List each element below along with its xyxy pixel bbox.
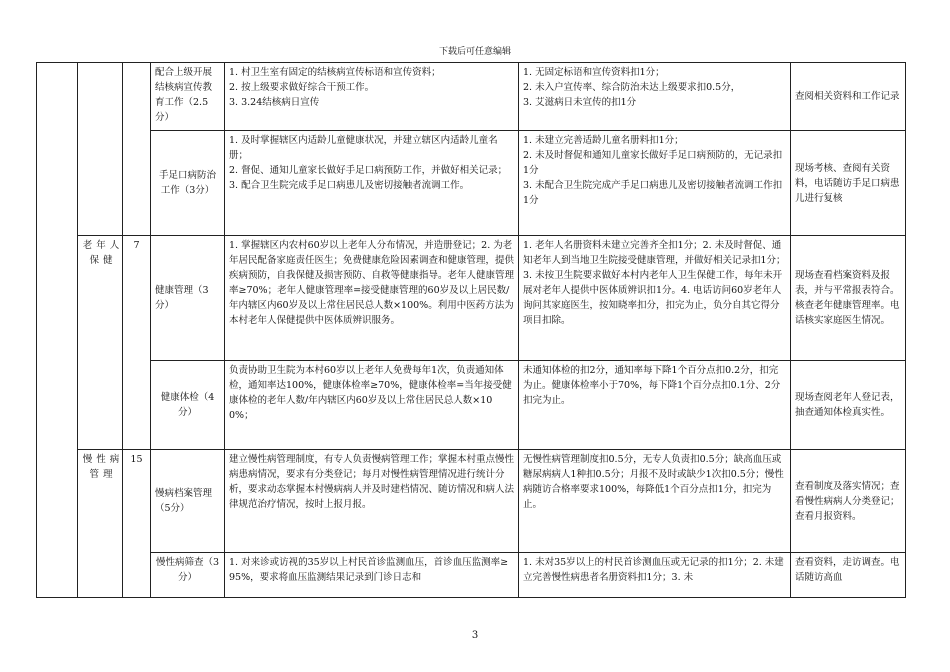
content-cell: 建立慢性病管理制度，有专人负责慢病管理工作；掌握本村重点慢性病患病情况，要求有分类登记；每月对慢性病管理情况进行统计分析，要求动态掌握本村慢病病人并及时建档情况、随访情况和病人法律规范治疗情况，按时上报月报。 xyxy=(225,450,519,553)
content-cell: 1. 对来诊或访视的35岁以上村民首诊监测血压，首诊血压监测率≥95%，要求将血压监测结果记录到门诊日志和 xyxy=(225,553,519,598)
table-row xyxy=(37,236,906,361)
category-label: 慢性病管理 xyxy=(82,454,124,480)
content-text: 1. 村卫生室有固定的结核病宣传标语和宣传资料； 2. 按上级要求做好综合干预工作。 3. 3.24结核病日宣传 xyxy=(229,67,441,108)
score-cell: 15 xyxy=(123,450,151,598)
method-cell: 现场查看档案资料及报表，并与平常报表符合。核查老年健康管理率。电话核实家庭医生情况。 xyxy=(791,236,906,361)
item-cell: 手足口病防治工作（3分） xyxy=(151,131,225,236)
content-cell: 1. 掌握辖区内农村60岁以上老年人分布情况，并造册登记；2. 为老年居民配备家庭责任医生；免费健康危险因素调查和健康管理，提供疾病预防，自我保健及损害预防、自救等健康指导。老年人健康管理率≥70%；老年人健康管理率=接受健康管理的60岁及以上居民数/年内辖区内60岁及以上常住居民总人数×100%。利用中医药方法为本村老年人保健提供中医体质辨识服务。 xyxy=(225,236,519,361)
deduct-text: 1. 未建立完善适龄儿童名册料扣1分； 2. 未及时督促和通知儿童家长做好手足口病预防的，无记录扣1分 3. 未配合卫生院完成产手足口病患儿及密切接触者流调工作扣1分 xyxy=(523,135,783,206)
item-cell: 慢病档案管理（5分） xyxy=(151,450,225,553)
table-row xyxy=(37,553,906,598)
category-cell xyxy=(78,236,123,450)
table-row xyxy=(37,450,906,553)
item-cell: 慢性病筛查（3分） xyxy=(151,553,225,598)
category-cell xyxy=(78,450,123,598)
content-cell: 负责协助卫生院为本村60岁以上老年人免费每年1次，负责通知体检，通知率达100%，健康体检率≥70%，健康体检率=当年接受健康体检的老年人数/年内辖区内60岁及以上常住居民总人数×100%； xyxy=(225,361,519,450)
page-header: 下载后可任意编辑 xyxy=(438,47,511,57)
deduct-cell: 1. 老年人名册资料未建立完善齐全扣1分；2. 未及时督促、通知老年人到当地卫生院接受健康管理，并做好相关记录扣1分；3. 未按卫生院要求做好本村内老年人卫生保健工作，每年未开展对老年人提供中医体质辨识扣1分。4. 电话访问60岁老年人询问其家庭医生，按知晓率扣分，扣完为止，负分自其它得分项目扣除。 xyxy=(519,236,791,361)
method-cell: 查看制度及落实情况；查看慢性病病人分类登记；查看月报资料。 xyxy=(791,450,906,553)
method-cell xyxy=(791,63,906,131)
table-row xyxy=(37,63,906,131)
deduct-cell: 未通知体检的扣2分，通知率每下降1个百分点扣0.2分，扣完为止。健康体检率小于70%，每下降1个百分点扣0.1分、2分扣完为止。 xyxy=(519,361,791,450)
score-cell: 7 xyxy=(123,236,151,450)
deduct-cell xyxy=(519,63,791,131)
table-row xyxy=(37,361,906,450)
method-text: 现场考核、查阅有关资料，电话随访手足口病患儿进行复核 xyxy=(795,162,900,204)
table-row xyxy=(37,131,906,236)
method-cell: 查看资料，走访调查。电话随访高血 xyxy=(791,553,906,598)
deduct-cell: 无慢性病管理制度扣0.5分，无专人负责扣0.5分；缺高血压或糖尿病病人1种扣0.5分；月报不及时或缺少1次扣0.5分；慢性病随访合格率要求100%，每降低1个百分点扣1分，扣完为止。 xyxy=(519,450,791,553)
blank-cell xyxy=(78,63,123,236)
category-label: 老年人保健 xyxy=(82,240,124,266)
deduct-text: 1. 无固定标语和宣传资料扣1分； 2. 未入户宣传率、综合防治未达上级要求扣0.5分， 3. 艾滋病日未宣传的扣1分 xyxy=(523,67,741,108)
item-cell: 配合上级开展结核病宣传教育工作（2.5分） xyxy=(151,63,225,131)
content-text: 1. 及时掌握辖区内适龄儿童健康状况，并建立辖区内适龄儿童名册； 2. 督促、通知儿童家长做好手足口病预防工作，并做好相关记录； 3. 配合卫生院完成手足口病患儿及密切接触者流调工作。 xyxy=(229,135,508,191)
evaluation-table xyxy=(36,62,906,598)
item-cell: 健康管理（3分） xyxy=(151,236,225,361)
content-cell xyxy=(225,63,519,131)
method-cell: 现场查阅老年人登记表，抽查通知体检真实性。 xyxy=(791,361,906,450)
deduct-cell: 1. 未对35岁以上的村民首诊测血压或无记录的扣1分；2. 未建立完善慢性病患者名册资料扣1分；3. 未 xyxy=(519,553,791,598)
content-cell xyxy=(225,131,519,236)
deduct-cell xyxy=(519,131,791,236)
method-cell xyxy=(791,131,906,236)
blank-cell xyxy=(123,63,151,236)
item-cell: 健康体检（4分） xyxy=(151,361,225,450)
method-text: 查阅相关资料和工作记录 xyxy=(795,91,900,102)
page-number: 3 xyxy=(471,630,479,641)
blank-cell xyxy=(37,63,78,598)
